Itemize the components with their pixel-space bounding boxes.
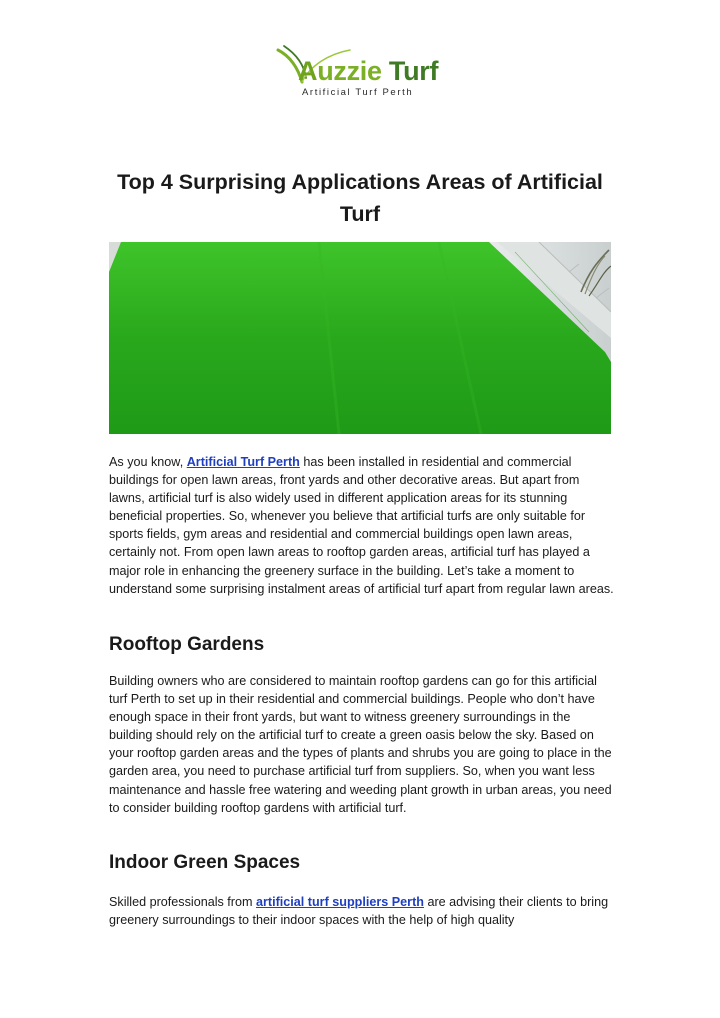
logo-turf: Turf (388, 56, 439, 86)
indoor-green-spaces-heading: Indoor Green Spaces (109, 852, 301, 873)
turf-photo (109, 242, 611, 434)
artificial-turf-perth-link[interactable]: Artificial Turf Perth (186, 455, 300, 469)
artificial-turf-suppliers-perth-link[interactable]: artificial turf suppliers Perth (256, 895, 424, 909)
intro-text-start: As you know, (109, 455, 187, 469)
rooftop-gardens-paragraph: Building owners who are considered to maintain rooftop gardens can go for this artificial turf Perth to set up in their residential and commercial buildings. People who don’t have enough space in their front yards, but want to witness greenery surroundings in the building should rely on the artificial turf to create a green oasis below the sky. Based on your rooftop garden areas and the types of plants and shrubs you are going to place in the garden area, you need to purchase artificial turf from suppliers. So, when you want less maintenance and hassle free watering and weeding plant growth in urban areas, you need to consider building rooftop gardens with artificial turf. (109, 674, 612, 815)
indoor-green-spaces-paragraph (109, 893, 614, 929)
logo-letter-a: A (298, 56, 318, 86)
intro-paragraph (109, 453, 614, 598)
intro-text-end: has been installed in residential and commercial buildings for open lawn areas, front yards and other decorative areas. But apart from lawns, artificial turf is also widely used in different application areas for its stunning beneficial properties. So, whenever you believe that artificial turfs are only suitable for sports fields, gym areas and residential and commercial buildings open lawn areas, certainly not. From open lawn areas to rooftop garden areas, artificial turf has played a major role in enhancing the greenery surface in the building. Let’s take a moment to understand some surprising instalment areas of artificial turf apart from regular lawn areas. (109, 455, 614, 596)
indoor-text-end: are advising their clients to bring greenery surroundings to their indoor spaces with the help of high quality (109, 895, 609, 928)
logo-uzzie: uzzie (317, 56, 382, 86)
indoor-text-start: Skilled professionals from (109, 895, 256, 909)
page-title: Top 4 Surprising Applications Areas of Artificial Turf (117, 170, 603, 227)
brand-logo[interactable] (272, 42, 452, 102)
hero-turf-image (109, 242, 611, 434)
logo-wordmark (298, 56, 438, 86)
rooftop-gardens-heading: Rooftop Gardens (109, 634, 265, 655)
logo-tagline: Artificial Turf Perth (302, 87, 414, 98)
